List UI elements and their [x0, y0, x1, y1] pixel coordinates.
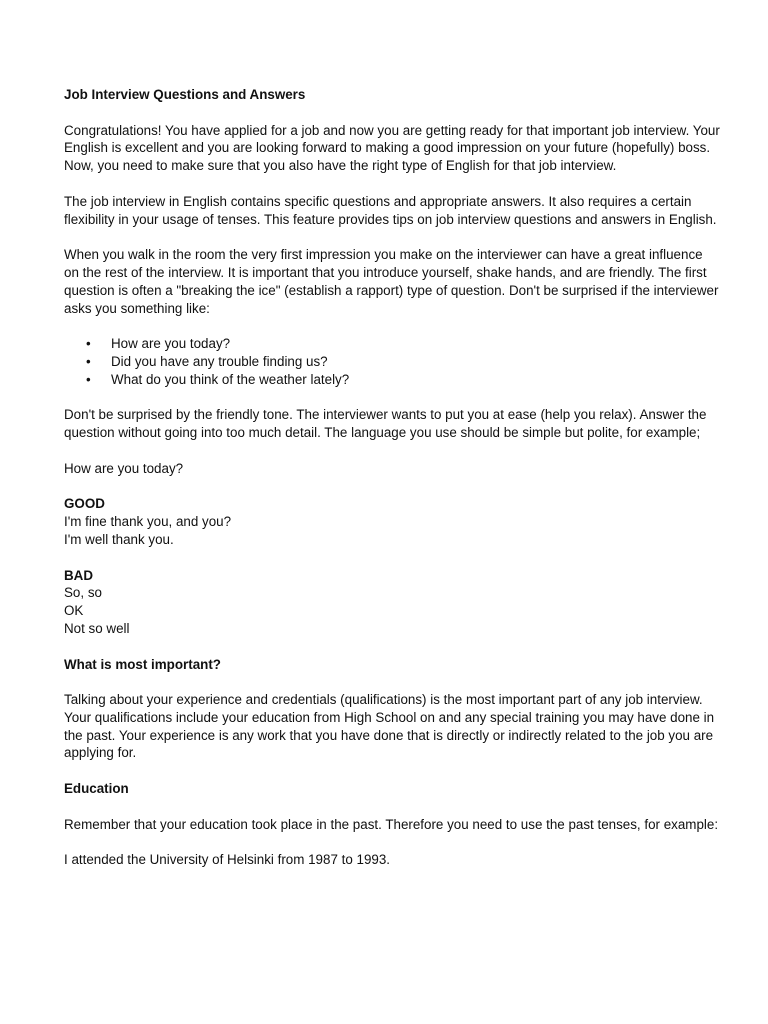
- good-answer-line: I'm well thank you.: [64, 531, 174, 547]
- bullet-icon: •: [86, 353, 91, 369]
- list-item-text: How are you today?: [111, 336, 231, 352]
- intro-paragraph-2: The job interview in English contains specific questions and appropriate answers. It also requires a certain flexibility in your usage of tenses. This feature provides tips on job interview questions and answers in English.: [64, 193, 717, 227]
- example-question: How are you today?: [64, 460, 184, 476]
- list-item-text: What do you think of the weather lately?: [111, 371, 350, 387]
- education-paragraph: Remember that your education took place in the past. Therefore you need to use the past tenses, for example:: [64, 816, 719, 832]
- bad-answer-line: Not so well: [64, 620, 130, 636]
- bullet-icon: •: [86, 336, 91, 352]
- good-answer-line: I'm fine thank you, and you?: [64, 514, 232, 530]
- bad-label: BAD: [64, 567, 94, 583]
- important-paragraph: Talking about your experience and credentials (qualifications) is the most important part of any job interview. Your qualifications include your education from High School on and any special training you may have done in the past. Your experience is any work that you have done that is directly or indirectly related to the job you are applying for.: [64, 692, 715, 761]
- intro-paragraph-3: When you walk in the room the very first impression you make on the interviewer can have a great influence on the rest of the interview. It is important that you introduce yourself, shake hands, and are friendly. The first question is often a "breaking the ice" (establish a rapport) type of question. Don't be surprised if the interviewer asks you something like:: [64, 247, 719, 316]
- list-item: [64, 353, 720, 371]
- icebreaker-question-list: [64, 335, 720, 388]
- tone-paragraph: Don't be surprised by the friendly tone. The interviewer wants to put you at ease (help you relax). Answer the question without going into too much detail. The language you use should be simple but polite, for example;: [64, 407, 707, 441]
- bad-answer-line: OK: [64, 603, 84, 619]
- document-title: Job Interview Questions and Answers: [64, 87, 306, 102]
- list-item-text: Did you have any trouble finding us?: [111, 353, 328, 369]
- document-page: [64, 86, 720, 887]
- list-item: [64, 335, 720, 353]
- intro-paragraph-1: Congratulations! You have applied for a job and now you are getting ready for that important job interview. Your English is excellent and you are looking forward to making a good impression on your future (hopefully) boss. Now, you need to make sure that you also have the right type of English for that job interview.: [64, 122, 720, 174]
- list-item: [64, 371, 720, 389]
- education-heading: Education: [64, 781, 129, 797]
- important-heading: What is most important?: [64, 656, 221, 672]
- good-label: GOOD: [64, 496, 105, 512]
- bad-answer-line: So, so: [64, 585, 102, 601]
- education-example: I attended the University of Helsinki from 1987 to 1993.: [64, 852, 391, 868]
- bad-answers-block: [64, 567, 720, 638]
- good-answers-block: [64, 495, 720, 548]
- bullet-icon: •: [86, 371, 91, 387]
